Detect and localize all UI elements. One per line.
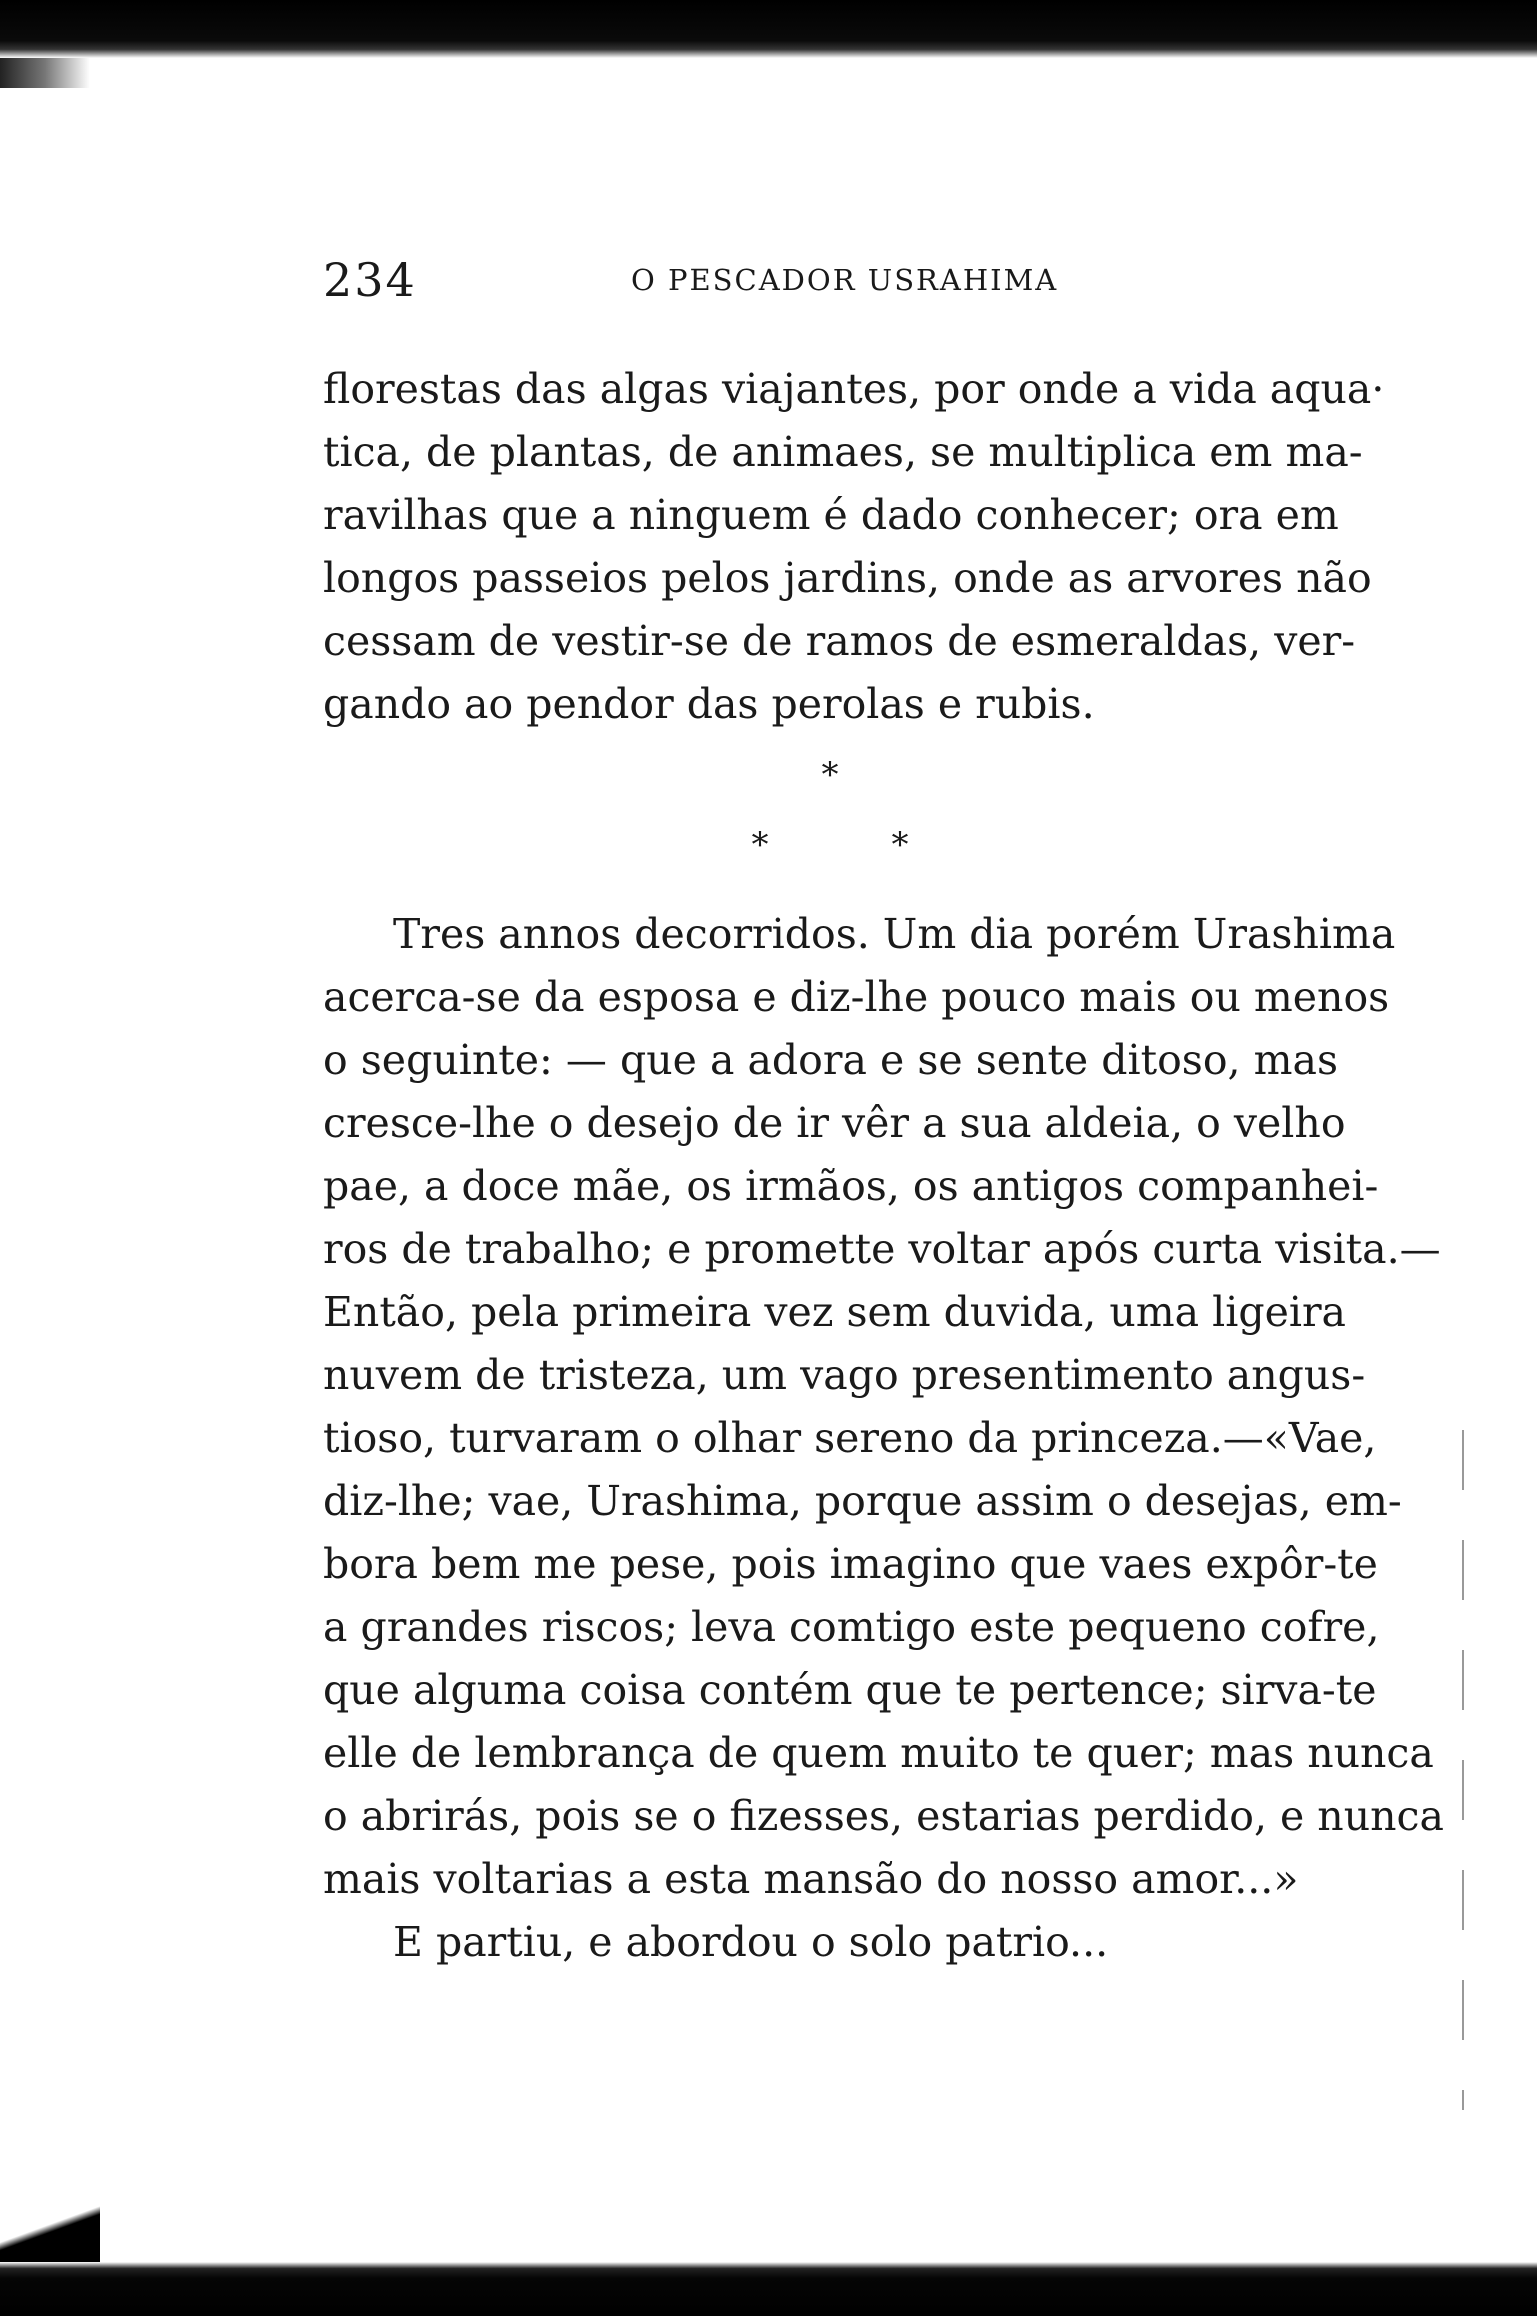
text-line: acerca-se da esposa e diz-lhe pouco mais ou menos: [323, 973, 1390, 1021]
text-line: bora bem me pese, pois imagino que vaes expôr-te: [323, 1540, 1378, 1588]
scan-border-bottom: [0, 2262, 1537, 2316]
text-line: elle de lembrança de quem muito te quer; mas nunca: [323, 1729, 1434, 1777]
text-line: cresce-lhe o desejo de ir vêr a sua aldeia, o velho: [323, 1099, 1346, 1147]
text-line: mais voltarias a esta mansão do nosso amor...»: [323, 1855, 1299, 1903]
paragraph-main: [323, 903, 1444, 1974]
text-line: gando ao pendor das perolas e rubis.: [323, 680, 1095, 728]
asterism-divider: [700, 755, 960, 875]
page-number: 234: [323, 253, 417, 307]
text-line: ros de trabalho; e promette voltar após curta visita.—: [323, 1225, 1441, 1273]
text-line: diz-lhe; vae, Urashima, porque assim o desejas, em-: [323, 1477, 1402, 1525]
text-line: pae, a doce mãe, os irmãos, os antigos companhei-: [323, 1162, 1379, 1210]
scan-border-top: [0, 0, 1537, 58]
paragraph-continuation: [323, 358, 1385, 736]
text-line: Tres annos decorridos. Um dia porém Urashima: [393, 910, 1396, 958]
page-header: [323, 250, 1323, 310]
scan-artifact-bottom-left: [0, 2190, 100, 2270]
text-line: o abrirás, pois se o fizesses, estarias perdido, e nunca: [323, 1792, 1444, 1840]
text-line: a grandes riscos; leva comtigo este pequeno cofre,: [323, 1603, 1380, 1651]
text-line: longos passeios pelos jardins, onde as arvores não: [323, 554, 1372, 602]
text-line: o seguinte: — que a adora e se sente ditoso, mas: [323, 1036, 1338, 1084]
asterism-star: *: [821, 755, 839, 795]
text-line: tioso, turvaram o olhar sereno da princeza.—«Vae,: [323, 1414, 1377, 1462]
text-line: que alguma coisa contém que te pertence; sirva-te: [323, 1666, 1377, 1714]
text-line: E partiu, e abordou o solo patrio...: [393, 1918, 1109, 1966]
asterism-star: *: [751, 825, 769, 865]
text-line: tica, de plantas, de animaes, se multiplica em ma-: [323, 428, 1363, 476]
text-line: Então, pela primeira vez sem duvida, uma ligeira: [323, 1288, 1346, 1336]
asterism-star: *: [891, 825, 909, 865]
text-line: ravilhas que a ninguem é dado conhecer; ora em: [323, 491, 1339, 539]
scan-artifact-top-left: [0, 58, 90, 88]
scan-artifact-right-margin: [1462, 1430, 1464, 2110]
running-title: O PESCADOR USRAHIMA: [631, 263, 1059, 297]
text-line: cessam de vestir-se de ramos de esmeraldas, ver-: [323, 617, 1356, 665]
text-line: florestas das algas viajantes, por onde a vida aqua·: [323, 365, 1385, 413]
text-line: nuvem de tristeza, um vago presentimento angus-: [323, 1351, 1366, 1399]
